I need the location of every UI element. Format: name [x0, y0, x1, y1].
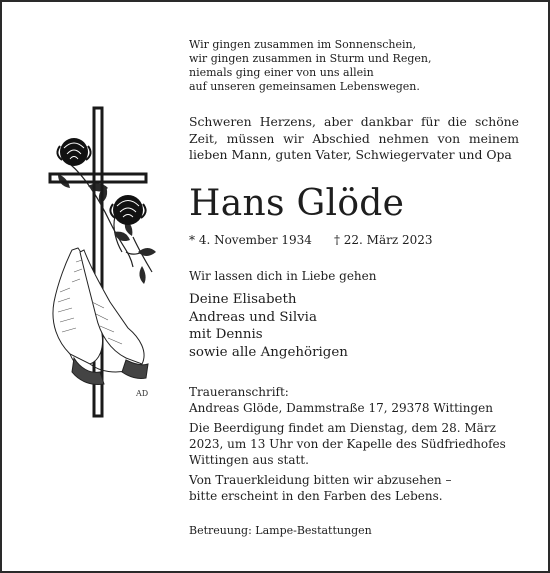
mourning-illustration: [30, 102, 160, 422]
mourner: sowie alle Angehörigen: [189, 344, 348, 360]
poem-line: auf unseren gemeinsamen Lebenswegen.: [189, 80, 420, 93]
birth-date: * 4. November 1934: [189, 233, 312, 247]
poem-line: wir gingen zusammen in Sturm und Regen,: [189, 52, 432, 65]
poem: [189, 38, 519, 94]
intro-text: Schweren Herzens, aber dankbar für die schöne Zeit, müssen wir Abschied nehmen von meinem lieben Mann, guten Vater, Schwiegervater und Opa: [189, 114, 519, 162]
address-value: Andreas Glöde, Dammstraße 17, 29378 Wittingen: [189, 401, 494, 415]
farewell-line: Wir lassen dich in Liebe gehen: [189, 269, 377, 283]
rose-icon: [110, 195, 145, 225]
death-date: † 22. März 2023: [333, 233, 433, 247]
mourner: Andreas und Silvia: [189, 309, 317, 325]
address-label: Traueranschrift:: [189, 385, 289, 399]
mourners-list: [189, 291, 519, 361]
deceased-name: Hans Glöde: [189, 183, 405, 224]
rose-icon: [57, 138, 90, 166]
mourner: Deine Elisabeth: [189, 292, 297, 307]
poem-line: niemals ging einer von uns allein: [189, 66, 374, 79]
mourning-wear-note: [189, 472, 519, 504]
life-dates: [189, 232, 519, 248]
funeral-info: Die Beerdigung findet am Dienstag, dem 28. März 2023, um 13 Uhr von der Kapelle des Südfriedhofes Wittingen aus statt.: [189, 421, 506, 467]
mourner: mit Dennis: [189, 327, 263, 342]
mourning-wear-line: Von Trauerkleidung bitten wir abzusehen –: [189, 473, 452, 487]
mourning-wear-line: bitte erscheint in den Farben des Lebens.: [189, 489, 443, 503]
mourning-address: [189, 384, 519, 416]
funeral-home-credit: Betreuung: Lampe-Bestattungen: [189, 524, 372, 537]
praying-hands-icon: [53, 248, 144, 374]
artist-signature: AD: [136, 389, 149, 398]
poem-line: Wir gingen zusammen im Sonnenschein,: [189, 38, 417, 51]
